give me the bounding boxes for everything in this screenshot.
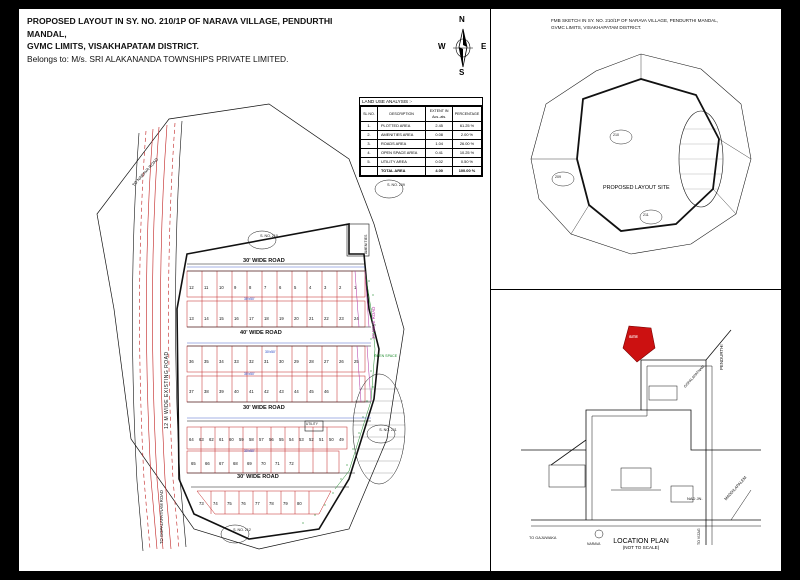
plot-number: 45	[309, 389, 314, 394]
open-space-area	[335, 271, 405, 489]
plot-number: 36	[189, 359, 194, 364]
plot-number: 29	[294, 359, 299, 364]
to-narava-road-label: TO NARAVA ROAD	[131, 156, 160, 188]
road-label-30ft-bottom: 30' WIDE ROAD	[237, 474, 279, 480]
plot-number: 53	[299, 437, 304, 442]
compass-east-label: E	[481, 42, 487, 51]
road-label-maddilapalem: MADDILAPALEM	[723, 474, 748, 502]
plot-number: 9	[234, 285, 237, 290]
plot-number: 71	[275, 461, 280, 466]
to-gopalapatnam-road-label: TO GOPALAPATNAM ROAD	[159, 490, 164, 544]
road-label-30ft-top: 30' WIDE ROAD	[243, 258, 285, 264]
location-plan-panel	[491, 290, 782, 571]
plot-number: 69	[247, 461, 252, 466]
plot-number: 70	[261, 461, 266, 466]
cell-desc: TOTAL AREA	[377, 167, 425, 176]
location-plan-drawing	[491, 290, 782, 571]
plot-number: 14	[204, 316, 209, 321]
plot-number: 15	[219, 316, 224, 321]
plot-number: 42	[264, 389, 269, 394]
cell-pct: 2.00 %	[452, 131, 481, 140]
cell-slno: 4.	[361, 149, 378, 158]
plot-number: 1	[354, 285, 357, 290]
plot-dimension: 30'x50'	[244, 297, 255, 301]
col-percentage: PERCENTAGE	[452, 107, 481, 122]
plot-number: 64	[189, 437, 194, 442]
plot-number: 62	[209, 437, 214, 442]
road-label-vizag: TO VIZAG	[697, 528, 701, 545]
fmb-sketch-panel	[491, 9, 782, 290]
title-line-3: Belongs to: M/s. SRI ALAKANANDA TOWNSHIPS PRIVATE LIMITED.	[27, 53, 289, 64]
title-line-2: GVMC LIMITS, VISAKHAPATAM DISTRICT.	[27, 41, 199, 51]
plot-number: 75	[227, 501, 232, 506]
plot-number: 24	[354, 316, 359, 321]
location-plan-title-block	[601, 538, 681, 550]
plot-number: 67	[219, 461, 224, 466]
cell-slno: 1.	[361, 122, 378, 131]
plot-number: 79	[283, 501, 288, 506]
location-secondary-roads	[531, 366, 761, 545]
cell-pct: 0.50 %	[452, 158, 481, 167]
cell-desc: UTILITY AREA	[377, 158, 425, 167]
plot-number: 30	[279, 359, 284, 364]
cell-desc: ROADS AREA	[377, 140, 425, 149]
plot-number: 77	[255, 501, 260, 506]
plot-number: 8	[249, 285, 252, 290]
plot-number: 25	[354, 359, 359, 364]
plot-number: 57	[259, 437, 264, 442]
plot-number: 38	[204, 389, 209, 394]
vertical-road-label: 30' WIDE ROAD	[371, 306, 376, 339]
cell-extent: 1.04	[426, 140, 453, 149]
cell-pct: 10.25 %	[452, 149, 481, 158]
plot-number: 32	[249, 359, 254, 364]
site-marker	[623, 326, 655, 362]
plot-number: 5	[294, 285, 297, 290]
plot-number: 40	[234, 389, 239, 394]
plot-number: 18	[264, 316, 269, 321]
fmb-site-label: PROPOSED LAYOUT SITE	[603, 185, 670, 191]
plot-number: 60	[229, 437, 234, 442]
fmb-drawing	[491, 9, 782, 290]
cell-slno: 3.	[361, 140, 378, 149]
plot-number: 27	[324, 359, 329, 364]
fmb-tank-hatch	[679, 129, 723, 189]
plot-number: 28	[309, 359, 314, 364]
survey-mark-label: S. NO. 212	[233, 528, 251, 532]
cell-extent: 4.00	[426, 167, 453, 176]
cell-pct: 26.00 %	[452, 140, 481, 149]
plot-number: 72	[289, 461, 294, 466]
fmb-caption-line-1: FMB SKETCH IN SY. NO. 210/1P OF NARAVA VILLAGE, PENDURTHI MANDAL,	[551, 18, 719, 23]
fmb-survey-number: 211	[643, 213, 649, 217]
existing-road-label: 12 M WIDE EXISTING ROAD	[164, 351, 170, 429]
plot-number: 61	[219, 437, 224, 442]
plot-number: 10	[219, 285, 224, 290]
cell-desc: AMENITIES AREA	[377, 131, 425, 140]
main-layout-panel	[19, 9, 491, 571]
plot-number: 35	[204, 359, 209, 364]
plot-number: 55	[279, 437, 284, 442]
plot-number: 17	[249, 316, 254, 321]
title-line-1: PROPOSED LAYOUT IN SY. NO. 210/1P OF NARAVA VILLAGE, PENDURTHI MANDAL,	[27, 16, 333, 39]
internal-roads	[187, 264, 371, 487]
col-extent: EXTENT IN Acs.-ats.	[426, 107, 453, 122]
cell-desc: OPEN SPACE AREA	[377, 149, 425, 158]
plot-number: 41	[249, 389, 254, 394]
road-label-gajuwaka: TO GAJUWAKA	[529, 536, 557, 540]
plot-number: 26	[339, 359, 344, 364]
plot-dimension: 30'x50'	[265, 350, 276, 354]
plot-number: 34	[219, 359, 224, 364]
fmb-caption-line-2: GVMC LIMITS, VISAKHAPATAM DISTRICT.	[551, 25, 642, 30]
cell-extent: 2.45	[426, 122, 453, 131]
road-label-nad-junction: NAD JN.	[687, 496, 703, 501]
drawing-sheet	[18, 8, 782, 572]
plot-number: 80	[297, 501, 302, 506]
plot-number: 22	[324, 316, 329, 321]
plot-number: 46	[324, 389, 329, 394]
plot-number: 76	[241, 501, 246, 506]
utility-label: UTILITY	[306, 422, 318, 426]
survey-mark-label: S. NO. 210	[260, 234, 278, 238]
amenities-label: AMENITIES	[364, 234, 368, 254]
plot-number: 3	[324, 285, 327, 290]
cell-extent: 0.41	[426, 149, 453, 158]
plot-number: 49	[339, 437, 344, 442]
plot-number: 66	[205, 461, 210, 466]
land-use-caption: LAND USE ANALYSIS :-	[360, 98, 482, 106]
plot-number: 54	[289, 437, 294, 442]
road-label-pendurthi: PENDURTHI	[719, 344, 724, 370]
cell-slno: 2.	[361, 131, 378, 140]
plot-dimension: 30'x50'	[244, 449, 255, 453]
location-blocks	[549, 386, 693, 538]
plot-number: 37	[189, 389, 194, 394]
survey-mark-label: S. NO. 209	[387, 183, 405, 187]
plot-number: 13	[189, 316, 194, 321]
plot-dimension: 30'x50'	[244, 372, 255, 376]
open-space-label: OPEN SPACE	[374, 354, 398, 358]
road-label-40ft: 40' WIDE ROAD	[240, 330, 282, 336]
fmb-site-polygon	[577, 79, 719, 231]
plot-number: 65	[191, 461, 196, 466]
plot-number: 56	[269, 437, 274, 442]
compass-north-label: N	[459, 15, 465, 24]
col-slno: SL NO.	[361, 107, 378, 122]
plot-number: 20	[294, 316, 299, 321]
compass-west-label: W	[438, 42, 446, 51]
cell-pct: 61.25 %	[452, 122, 481, 131]
plot-number: 11	[204, 285, 209, 290]
plot-number: 59	[239, 437, 244, 442]
site-marker-label: SITE	[629, 334, 638, 339]
plot-block-b	[187, 346, 365, 402]
plot-number: 21	[309, 316, 314, 321]
plot-number: 23	[339, 316, 344, 321]
plot-number: 12	[189, 285, 194, 290]
plot-number: 16	[234, 316, 239, 321]
cell-slno: 5.	[361, 158, 378, 167]
plot-number: 4	[309, 285, 312, 290]
plot-number: 68	[233, 461, 238, 466]
layout-drawing	[19, 9, 491, 571]
fmb-survey-mark	[552, 130, 662, 224]
plot-number: 58	[249, 437, 254, 442]
plot-number: 52	[309, 437, 314, 442]
existing-road	[140, 123, 179, 549]
cell-extent: 0.02	[426, 158, 453, 167]
plot-number: 73	[199, 501, 204, 506]
cell-desc: PLOTTED AREA	[377, 122, 425, 131]
plot-number: 78	[269, 501, 274, 506]
road-label-narava: NARAVA	[587, 542, 601, 546]
fmb-survey-number: 210	[613, 133, 619, 137]
location-plan-title: LOCATION PLAN	[613, 538, 669, 545]
col-description: DESCRIPTION	[377, 107, 425, 122]
location-roads	[521, 330, 761, 545]
road-label-gopalapatnam: GOPALAPATNAM	[683, 364, 706, 389]
plot-number: 74	[213, 501, 218, 506]
plot-number: 2	[339, 285, 342, 290]
plot-number: 43	[279, 389, 284, 394]
plot-number: 51	[319, 437, 324, 442]
survey-mark-label: S. NO. 211	[379, 428, 397, 432]
road-label-30ft-mid: 30' WIDE ROAD	[243, 405, 285, 411]
plot-number: 44	[294, 389, 299, 394]
plot-number: 31	[264, 359, 269, 364]
plot-number: 6	[279, 285, 282, 290]
plot-number: 63	[199, 437, 204, 442]
plot-number: 7	[264, 285, 267, 290]
compass-south-label: S	[459, 68, 465, 77]
plot-number: 39	[219, 389, 224, 394]
plot-number: 19	[279, 316, 284, 321]
plot-number: 33	[234, 359, 239, 364]
cell-extent: 0.08	[426, 131, 453, 140]
fmb-survey-number: 209	[555, 175, 561, 179]
location-plan-subtitle: (NOT TO SCALE)	[622, 545, 660, 550]
plot-block-c	[187, 427, 347, 473]
plot-number: 50	[329, 437, 334, 442]
cell-pct: 100.00 %	[452, 167, 481, 176]
vertical-road-strip	[355, 271, 371, 402]
